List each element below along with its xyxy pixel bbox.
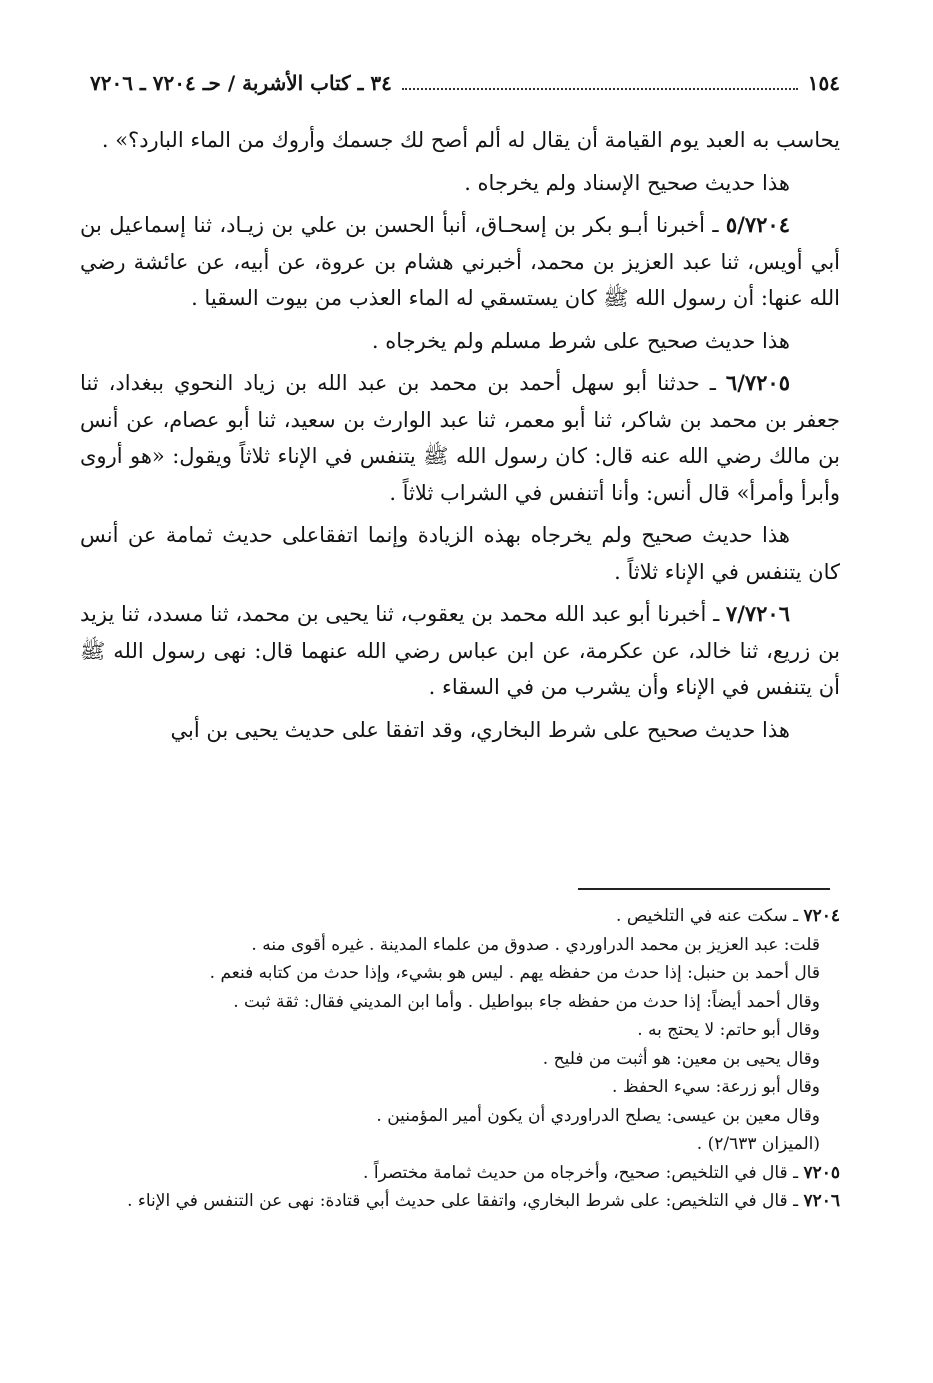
dotted-leader [402, 88, 798, 90]
hadith-number: ٧/٧٢٠٦ [725, 601, 790, 626]
footnote-line: وقال معين بن عيسى: يصلح الدراوردي أن يكون أمير المؤمنين . [376, 1105, 820, 1126]
footnote [80, 1187, 840, 1216]
paragraph: هذا حديث صحيح على شرط البخاري، وقد اتفقا على حديث يحيى بن أبي [170, 717, 790, 742]
page-header [90, 66, 840, 100]
footnote-number: ٧٢٠٥ [803, 1162, 840, 1183]
footnote-number: ٧٢٠٦ [803, 1191, 840, 1211]
paragraph: هذا حديث صحيح على شرط مسلم ولم يخرجاه . [371, 328, 790, 353]
footnote-text: ـ قال في التلخيص: صحيح، وأخرجاه من حديث ثمامة مختصراً . [363, 1162, 804, 1183]
footnote-line: وقال يحيى بن معين: هو أثبت من فليح . [542, 1048, 820, 1069]
running-title: ٣٤ ـ كتاب الأشربة / حـ ٧٢٠٤ ـ ٧٢٠٦ [90, 71, 392, 95]
hadith-paragraph [80, 365, 840, 511]
footnote-line: قال أحمد بن حنبل: إذا حدث من حفظه يهم . ليس هو بشيء، وإذا حدث من كتابه فنعم . [209, 963, 820, 983]
footnote-line: وقال أحمد أيضاً: إذا حدث من حفظه جاء ببواطيل . وأما ابن المديني فقال: ثقة ثبت . [233, 991, 820, 1012]
footnote-line: وقال أبو حاتم: لا يحتج به . [637, 1020, 820, 1040]
page-number: ١٥٤ [807, 71, 840, 95]
hadith-text: ـ أخبرنا أبو عبد الله محمد بن يعقوب، ثنا يحيى بن محمد، ثنا مسدد، ثنا يزيد بن زريع، ثنا خالد، عن عكرمة، عن ابن عباس رضي الله عنهما قال: نهى رسول الله ﷺ أن يتنفس في الإناء وأن يشرب من في السقاء . [80, 602, 840, 699]
hadith-number: ٥/٧٢٠٤ [725, 212, 790, 237]
paragraph: يحاسب به العبد يوم القيامة أن يقال له ألم أصح لك جسمك وأروك من الماء البارد؟» . [101, 128, 840, 152]
footnote-text: ـ قال في التلخيص: على شرط البخاري، واتفقا على حديث أبي قتادة: نهى عن التنفس في الإناء . [127, 1191, 804, 1211]
footnote-line: وقال أبو زرعة: سيء الحفظ . [612, 1077, 820, 1097]
footnote-line: قلت: عبد العزيز بن محمد الدراوردي . صدوق من علماء المدينة . غيره أقوى منه . [251, 934, 820, 955]
footnote [80, 1159, 840, 1188]
hadith-text: ـ أخبرنا أبـو بكر بن إسحـاق، أنبأ الحسن بن علي بن زيـاد، ثنا إسماعيل بن أبي أويس، ثنا عبد العزيز بن محمد، أخبرني هشام بن عروة، عن أبيه، عن عائشة رضي الله عنها: أن رسول الله ﷺ كان يستسقي له الماء العذب من بيوت السقيا . [80, 213, 840, 310]
main-text [80, 122, 840, 754]
hadith-text: ـ حدثنا أبو سهل أحمد بن محمد بن عبد الله بن زياد النحوي ببغداد، ثنا جعفر بن محمد بن شاكر، ثنا أبو معمر، ثنا عبد الوارث بن سعيد، ثنا أبو عصام، عن أنس بن مالك رضي الله عنه قال: كان رسول الله ﷺ يتنفس في الإناء ثلاثاً ويقول: «هو أروى وأبرأ وأمرأ» قال أنس: وأنا أتنفس في الشراب ثلاثاً . [80, 371, 840, 505]
footnote-number: ٧٢٠٤ [803, 906, 840, 926]
paragraph: هذا حديث صحيح ولم يخرجاه بهذه الزيادة وإنما اتفقاعلى حديث ثمامة عن أنس كان يتنفس في الإناء ثلاثاً . [80, 523, 840, 584]
footnote-text: ـ سكت عنه في التلخيص . [616, 906, 804, 926]
hadith-paragraph [80, 596, 840, 706]
hadith-number: ٦/٧٢٠٥ [725, 370, 790, 395]
paragraph: هذا حديث صحيح الإسناد ولم يخرجاه . [464, 170, 790, 195]
footnote-divider [578, 888, 830, 890]
footnote-line: (الميزان ٢/٦٣٣) . [696, 1134, 820, 1154]
hadith-paragraph [80, 207, 840, 317]
footnote [80, 902, 840, 931]
footnotes [80, 902, 840, 1216]
